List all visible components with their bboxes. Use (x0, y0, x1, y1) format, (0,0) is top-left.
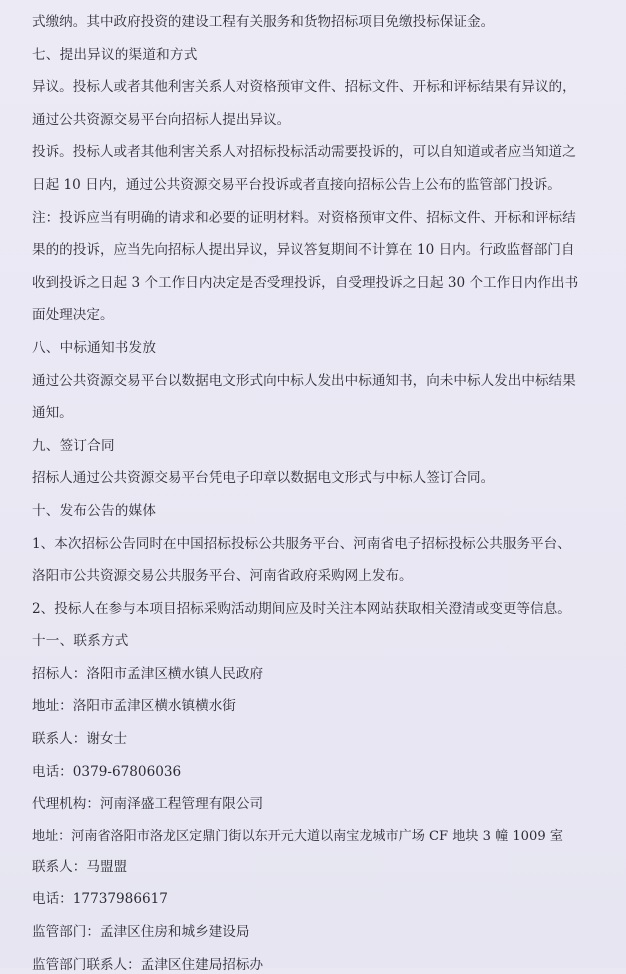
contact-tenderer: 招标人：洛阳市孟津区横水镇人民政府 (32, 665, 264, 682)
contact-agency-address: 地址：河南省洛阳市洛龙区定鼎门街以东开元大道以南宝龙城市广场 CF 地块 3 幢 1009 室 (32, 828, 563, 844)
contact-agency: 代理机构：河南泽盛工程管理有限公司 (32, 796, 264, 813)
contact-supervisor-person: 监管部门联系人：孟津区住建局招标办 (32, 956, 264, 973)
paragraph-line: 异议。投标人或者其他利害关系人对资格预审文件、招标文件、开标和评标结果有异议的， (32, 79, 576, 96)
section-heading-award-notice: 八、中标通知书发放 (32, 339, 157, 356)
contact-agency-phone: 电话：17737986617 (32, 891, 168, 908)
section-heading-contract: 九、签订合同 (32, 437, 115, 454)
paragraph-line: 投诉。投标人或者其他利害关系人对招标投标活动需要投诉的，可以自知道或者应当知道之 (32, 144, 576, 161)
paragraph-line: 洛阳市公共资源交易公共服务平台、河南省政府采购网上发布。 (32, 568, 413, 585)
paragraph-line: 收到投诉之日起 3 个工作日内决定是否受理投诉，自受理投诉之日起 30 个工作日内作出书 (32, 274, 579, 291)
paragraph-line: 招标人通过公共资源交易平台凭电子印章以数据电文形式与中标人签订合同。 (32, 470, 495, 487)
paragraph-line: 式缴纳。其中政府投资的建设工程有关服务和货物招标项目免缴投标保证金。 (32, 14, 495, 30)
contact-supervisor: 监管部门：孟津区住房和城乡建设局 (32, 924, 250, 941)
contact-tenderer-phone: 电话：0379-67806036 (32, 763, 182, 780)
section-heading-contact: 十一、联系方式 (32, 633, 129, 650)
paragraph-line: 注：投诉应当有明确的请求和必要的证明材料。对资格预审文件、招标文件、开标和评标结 (32, 209, 576, 226)
paragraph-line: 1、本次招标公告同时在中国招标投标公共服务平台、河南省电子招标投标公共服务平台、 (32, 535, 571, 552)
paragraph-line: 通过公共资源交易平台以数据电文形式向中标人发出中标通知书，向未中标人发出中标结果 (32, 372, 576, 389)
paragraph-line: 通过公共资源交易平台向招标人提出异议。 (32, 111, 291, 128)
paragraph-line: 面处理决定。 (32, 307, 114, 324)
paragraph-line: 2、投标人在参与本项目招标采购活动期间应及时关注本网站获取相关澄清或变更等信息。 (32, 600, 571, 617)
section-heading-objection: 七、提出异议的渠道和方式 (32, 46, 198, 63)
contact-tenderer-person: 联系人：谢女士 (32, 731, 128, 748)
paragraph-line: 果的的投诉，应当先向招标人提出异议，异议答复期间不计算在 10 日内。行政监督部门自 (32, 242, 575, 259)
paragraph-line: 通知。 (32, 405, 73, 422)
section-heading-media: 十、发布公告的媒体 (32, 502, 157, 519)
contact-agency-person: 联系人：马盟盟 (32, 858, 128, 875)
paragraph-line: 日起 10 日内，通过公共资源交易平台投诉或者直接向招标公告上公布的监管部门投诉。 (32, 176, 561, 193)
contact-tenderer-address: 地址：洛阳市孟津区横水镇横水街 (32, 698, 236, 715)
